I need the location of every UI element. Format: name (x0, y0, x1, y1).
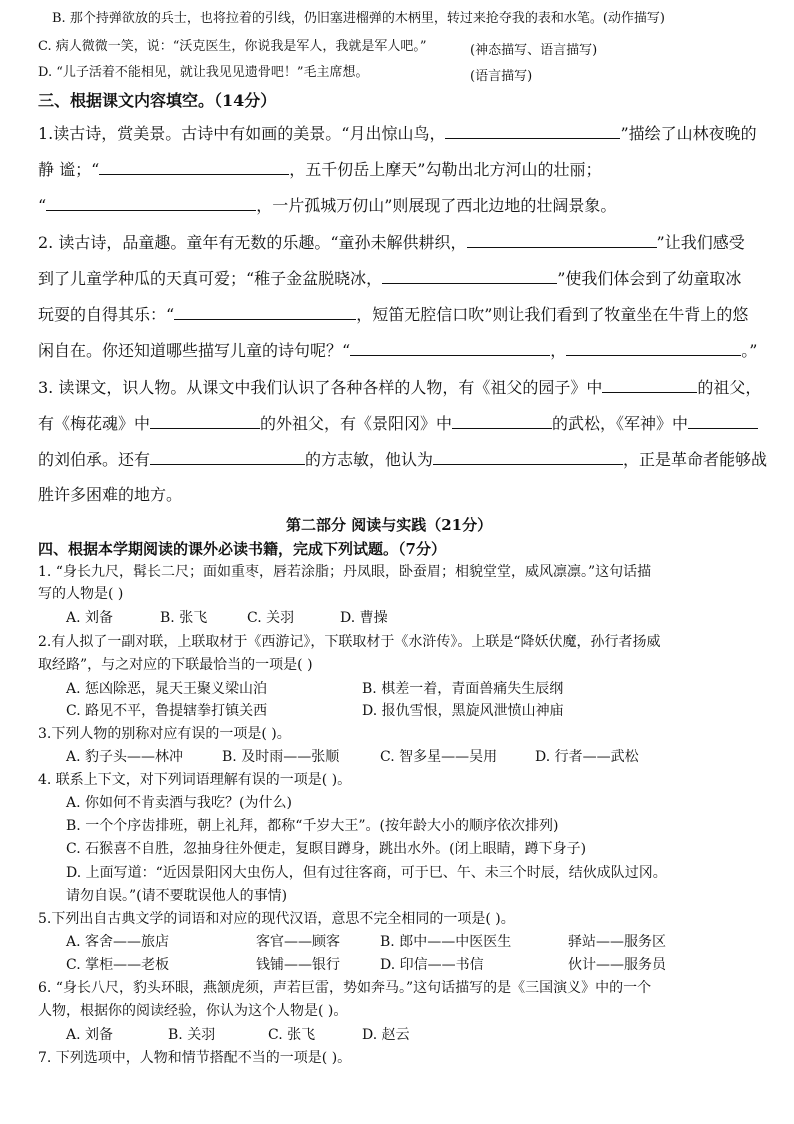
s4-q4-opt-b[interactable]: B. 一个个序齿排班，朝上礼拜，都称“千岁大王”。(按年龄大小的顺序依次排列) (66, 818, 559, 834)
s4-q6-opt-a[interactable]: A. 刘备 (66, 1027, 114, 1043)
s4-q6-line2: 人物，根据你的阅读经验，你认为这个人物是( )。 (38, 1003, 348, 1019)
s3-q3-line2: 有《梅花魂》中 的外祖父，有《景阳冈》中 的武松，《军神》中 (38, 414, 758, 433)
s4-q4-opt-d-line2: 请勿自误。”(请不要耽误他人的事情) (66, 888, 288, 904)
s4-q4-opt-c[interactable]: C. 石猴喜不自胜，忽抽身往外便走，复瞑目蹲身，跳出水外。(闭上眼睛，蹲下身子) (66, 841, 587, 857)
s4-q2-line1: 2.有人拟了一副对联，上联取材于《西游记》，下联取材于《水浒传》。上联是“降妖伏魔，孙行者扬威 (38, 634, 661, 650)
answer-blank[interactable] (445, 124, 620, 139)
s4-q5-line1: 5.下列出自古典文学的词语和对应的现代汉语，意思不完全相同的一项是( )。 (38, 911, 515, 927)
s4-q3-opt-c[interactable]: C. 智多星——吴用 (380, 749, 498, 765)
option-d-text: D. “儿子活着不能相见，就让我见见遗骨吧！”毛主席想。 (38, 65, 369, 80)
s4-q6-line1: 6. “身长八尺，豹头环眼，燕颔虎须，声若巨雷，势如奔马。”这句话描写的是《三国演义》中的一个 (38, 980, 652, 996)
s4-q1-opt-b[interactable]: B. 张飞 (160, 610, 208, 626)
answer-blank[interactable] (602, 378, 697, 393)
answer-blank[interactable] (688, 414, 758, 429)
answer-blank[interactable] (566, 341, 741, 356)
s4-q5-r2-c1[interactable]: C. 掌柜——老板 (66, 957, 170, 973)
s4-q3-line1: 3.下列人物的别称对应有误的一项是( )。 (38, 726, 291, 742)
option-d-note: (语言描写) (470, 69, 533, 84)
s4-q2-line2: 取经路”，与之对应的下联最恰当的一项是( ) (38, 657, 313, 673)
s4-q5-r1-b2: 驿站——服务区 (568, 934, 666, 950)
option-b-text: B. 那个持弹欲放的兵士，也将拉着的引线，仍旧塞进榴弹的木柄里，转过来抢夺我的表和水笔。(动作描写) (52, 11, 665, 26)
section-3-title: 三、根据课文内容填空。（14分） (38, 91, 277, 110)
answer-blank[interactable] (433, 450, 623, 465)
s4-q6-opt-c[interactable]: C. 张飞 (268, 1027, 316, 1043)
s4-q2-opt-a[interactable]: A. 惩凶除恶，晁天王聚义梁山泊 (66, 681, 268, 697)
answer-blank[interactable] (46, 196, 256, 211)
answer-blank[interactable] (452, 414, 552, 429)
section-4-title: 四、根据本学期阅读的课外必读书籍，完成下列试题。（7分） (38, 540, 446, 558)
s4-q5-r2-c2: 钱铺——银行 (256, 957, 340, 973)
answer-blank[interactable] (150, 450, 305, 465)
s4-q3-opt-b[interactable]: B. 及时雨——张顺 (222, 749, 340, 765)
s4-q3-opt-d[interactable]: D. 行者——武松 (535, 749, 639, 765)
answer-blank[interactable] (350, 341, 550, 356)
s3-q3-line3: 的刘伯承。还有 的方志敏，他认为 ，正是革命者能够战 (38, 450, 768, 469)
option-c-text: C. 病人微微一笑，说：“沃克医生，你说我是军人，我就是军人吧。” (38, 39, 427, 54)
s4-q4-opt-d-line1[interactable]: D. 上面写道：“近因景阳冈大虫伤人，但有过往客商，可于巳、午、未三个时辰，结伙成队过冈。 (66, 865, 667, 881)
option-c-note: (神态描写、语言描写) (470, 43, 598, 58)
answer-blank[interactable] (467, 233, 657, 248)
s4-q5-r2-d2: 伙计——服务员 (568, 957, 666, 973)
s4-q1-opt-c[interactable]: C. 关羽 (247, 610, 295, 626)
s4-q1-opt-d[interactable]: D. 曹操 (340, 610, 388, 626)
s4-q1-line2: 写的人物是( ) (38, 586, 124, 602)
part-2-title: 第二部分 阅读与实践（21分） (286, 516, 493, 534)
s3-q1-line2: 静 谧；“ ，五千仞岳上摩天”勾勒出北方河山的壮丽； (38, 160, 602, 179)
s4-q5-r1-a2: 客官——顾客 (256, 934, 340, 950)
s3-q2-line1: 2. 读古诗，品童趣。童年有无数的乐趣。“童孙未解供耕织， ”让我们感受 (38, 233, 745, 252)
s3-q2-line4: 闲自在。你还知道哪些描写儿童的诗句呢？“ ， 。” (38, 341, 758, 360)
s4-q1-opt-a[interactable]: A. 刘备 (66, 610, 114, 626)
answer-blank[interactable] (174, 305, 356, 320)
s3-q2-line2: 到了儿童学种瓜的天真可爱；“稚子金盆脱晓冰， ”使我们体会到了幼童取冰 (38, 269, 742, 288)
s4-q3-opt-a[interactable]: A. 豹子头——林冲 (66, 749, 184, 765)
s4-q2-opt-b[interactable]: B. 棋差一着，青面兽痛失生辰纲 (362, 681, 564, 697)
s4-q2-opt-d[interactable]: D. 报仇雪恨，黑旋风泄愤山神庙 (362, 703, 564, 719)
s3-q3-line1: 3. 读课文，识人物。从课文中我们认识了各种各样的人物，有《祖父的园子》中 的祖父， (38, 378, 762, 397)
s4-q7-line1: 7. 下列选项中，人物和情节搭配不当的一项是( )。 (38, 1050, 352, 1066)
s4-q6-opt-b[interactable]: B. 关羽 (168, 1027, 216, 1043)
s4-q5-r2-d1[interactable]: D. 印信——书信 (380, 957, 484, 973)
answer-blank[interactable] (150, 414, 260, 429)
s4-q1-line1: 1. “身长九尺，髯长二尺；面如重枣，唇若涂脂；丹凤眼，卧蚕眉；相貌堂堂，威风凛凛。”这句话描 (38, 564, 652, 580)
s3-q1-line1: 1.读古诗，赏美景。古诗中有如画的美景。“月出惊山鸟， ”描绘了山林夜晚的 (38, 124, 757, 143)
s3-q2-line3: 玩耍的自得其乐：“ ，短笛无腔信口吹”则让我们看到了牧童坐在牛背上的悠 (38, 305, 749, 324)
s4-q5-r1-b1[interactable]: B. 郎中——中医医生 (380, 934, 512, 950)
s3-q3-line4: 胜许多困难的地方。 (38, 485, 183, 504)
answer-blank[interactable] (382, 269, 557, 284)
s4-q2-opt-c[interactable]: C. 路见不平，鲁提辖拳打镇关西 (66, 703, 268, 719)
s4-q6-opt-d[interactable]: D. 赵云 (362, 1027, 410, 1043)
answer-blank[interactable] (99, 160, 289, 175)
s3-q1-line3: “ ，一片孤城万仞山”则展现了西北边地的壮阔景象。 (38, 196, 617, 215)
s4-q4-line1: 4. 联系上下文，对下列词语理解有误的一项是( )。 (38, 772, 352, 788)
s4-q5-r1-a1[interactable]: A. 客舍——旅店 (66, 934, 170, 950)
s4-q4-opt-a[interactable]: A. 你如何不肯卖酒与我吃？(为什么) (66, 795, 292, 811)
